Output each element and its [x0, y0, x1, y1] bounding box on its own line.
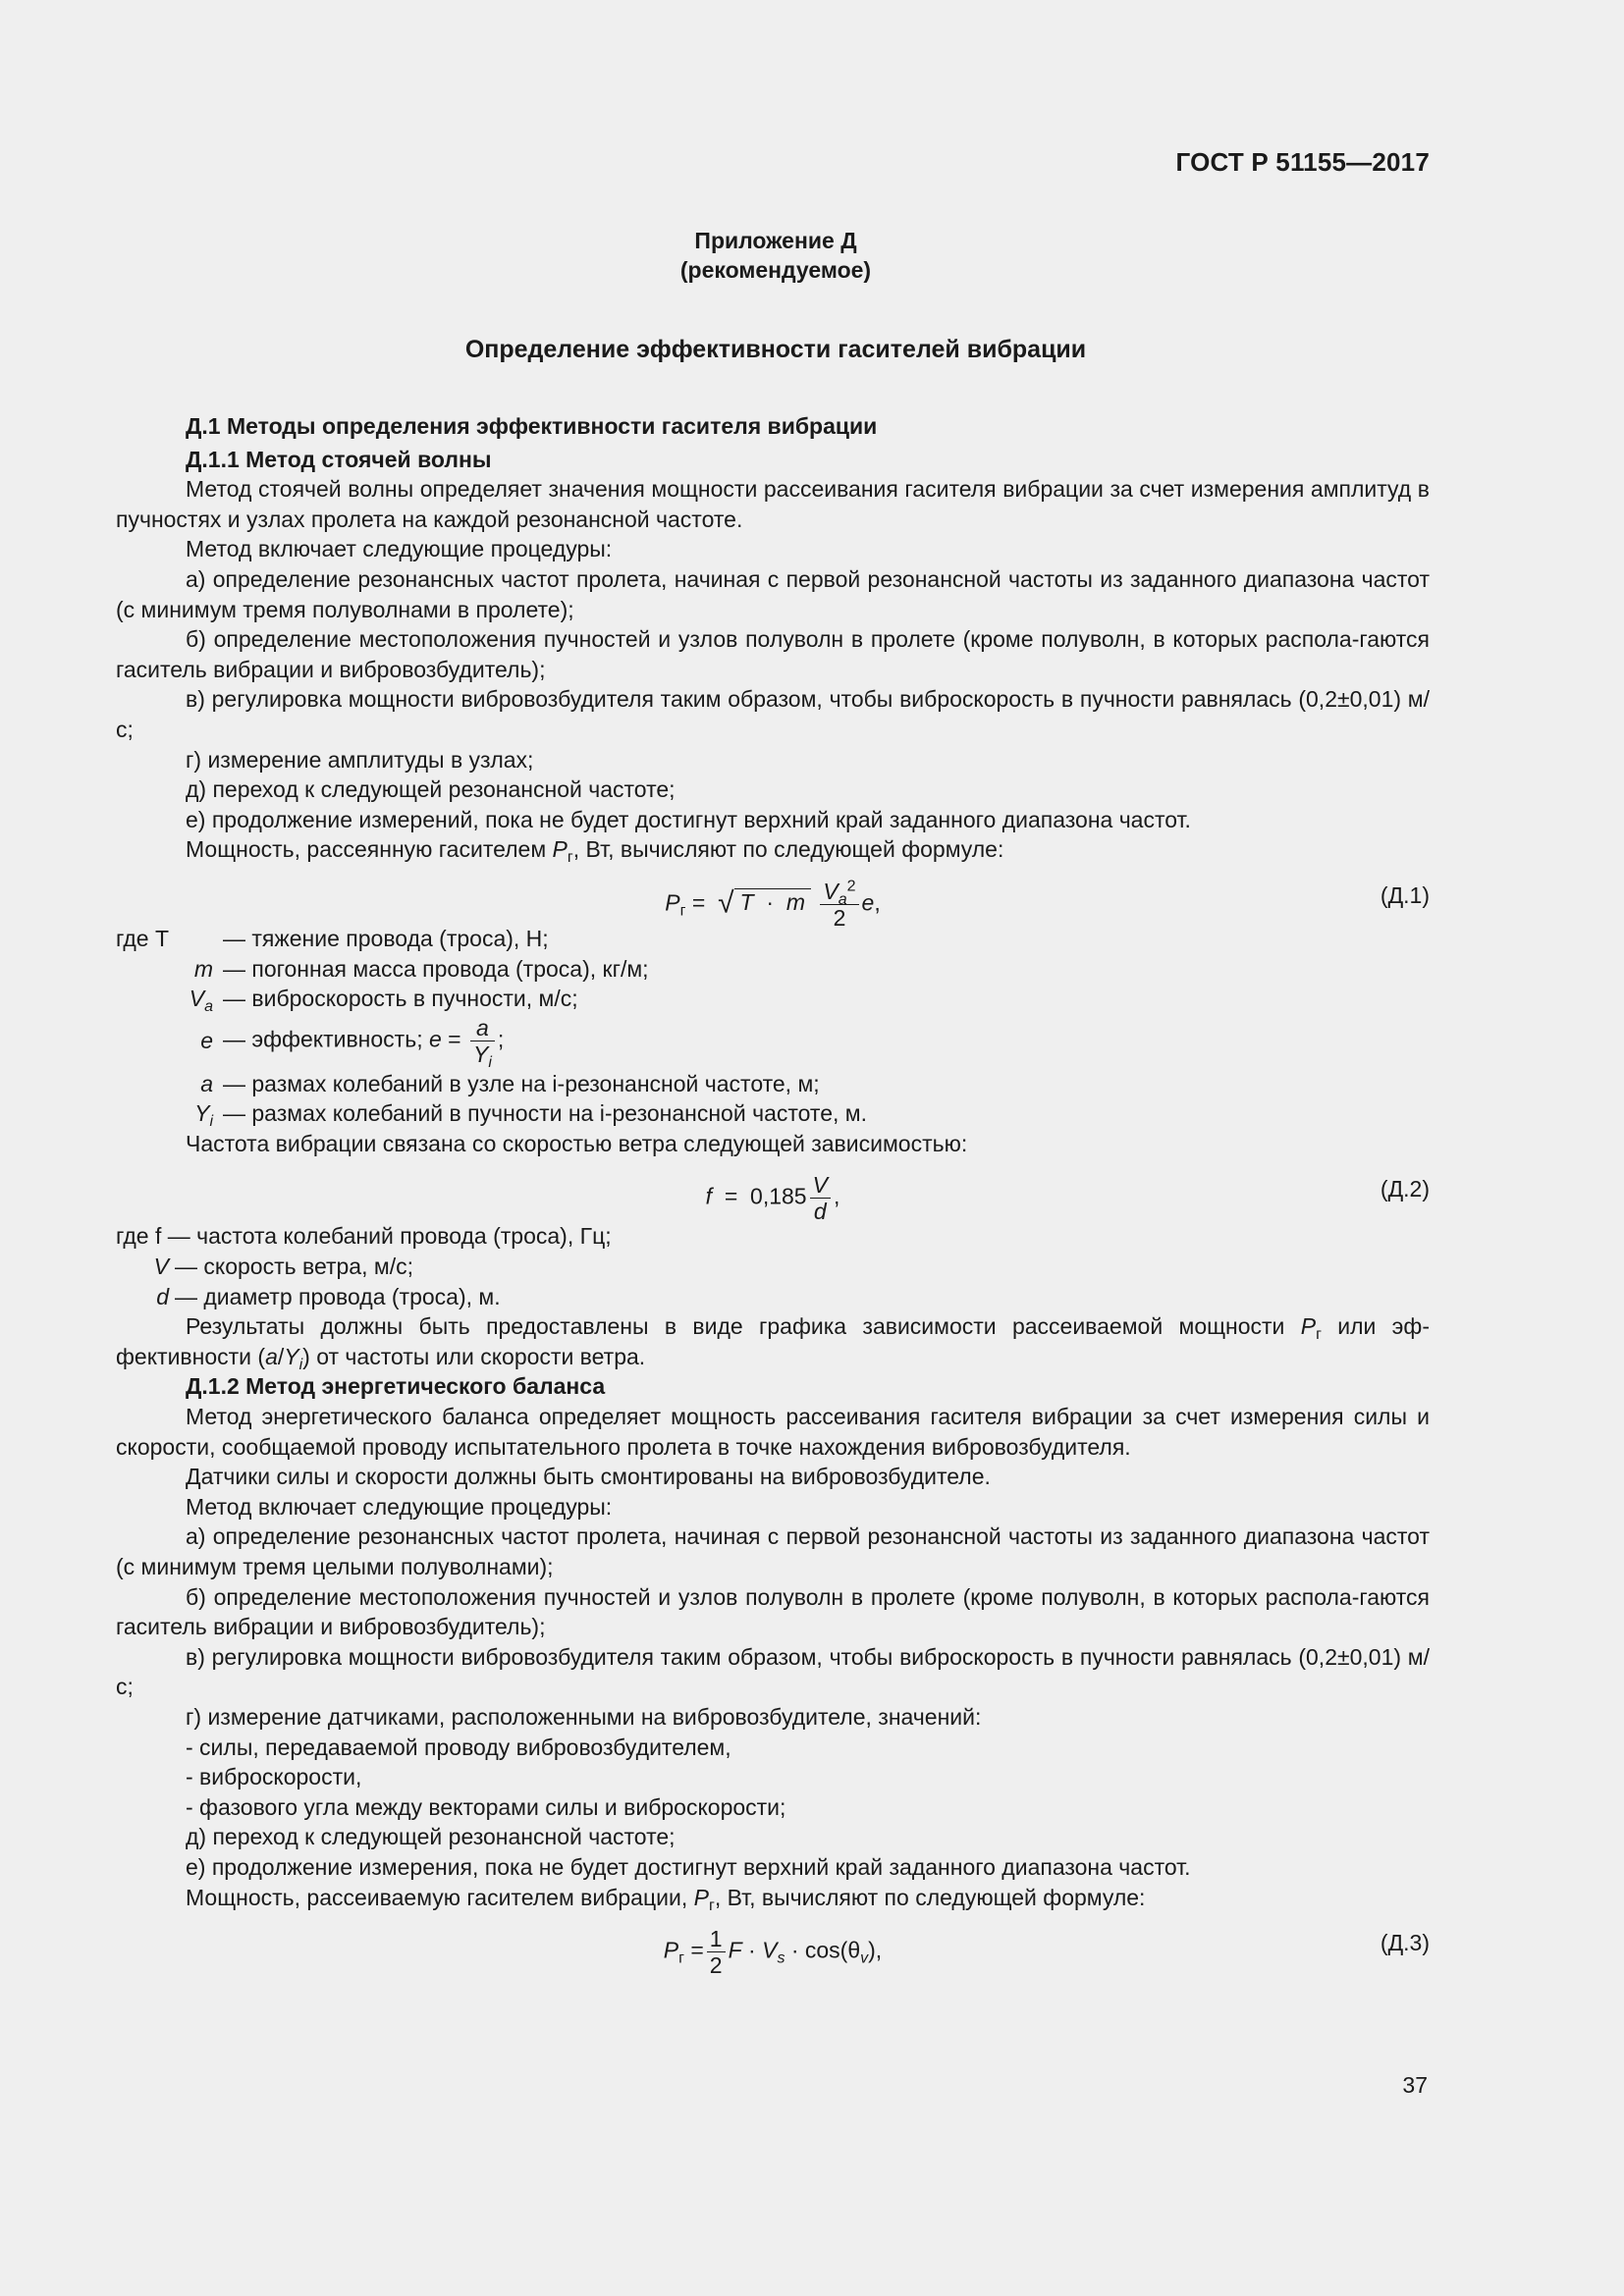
- definition-text: — эффективность;: [223, 1026, 423, 1052]
- list-item: д) переход к следующей резонансной частоте;: [186, 1824, 676, 1850]
- standard-code: ГОСТ Р 51155—2017: [1175, 147, 1430, 177]
- definition-text: — размах колебаний в узле на i-резонансной частоте, м;: [223, 1070, 820, 1096]
- appendix-title: Приложение Д: [694, 228, 857, 253]
- formula: $P_г$ = √ T · m $\frac{V_a^2}{2}$ e,: [665, 878, 881, 931]
- definition-symbol: где f: [116, 1223, 162, 1250]
- definition-symbol: где T: [116, 925, 170, 951]
- equation-number: (Д.2): [1380, 1176, 1430, 1202]
- definition-symbol: d: [156, 1283, 169, 1309]
- list-item: г) измерение датчиками, расположенными на вибровозбудителе, значений:: [186, 1703, 982, 1730]
- equation-d3: [116, 1912, 1430, 1979]
- paragraph: Метод включает следующие процедуры:: [186, 1493, 613, 1520]
- list-item: е) продолжение измерения, пока не будет достигнут верхний край заданного диапазона частот.: [186, 1853, 1191, 1880]
- definition-row: [116, 1282, 1430, 1312]
- definition-text: — размах колебаний в пучности на i-резонансной частоте, м.: [223, 1100, 867, 1127]
- paragraph: Результаты должны быть предоставлены в виде графика зависимости рассеиваемой мощности $P_г$ или эф-фективности $(a/Y_i)$ от частоты или скорости ветра.: [116, 1313, 1431, 1373]
- formula: f = 0,185 $\frac{V}{d}$ ,: [705, 1172, 840, 1225]
- definition-text: — скорость ветра, м/с;: [175, 1254, 413, 1280]
- equation-d1: [116, 865, 1430, 931]
- paragraph: Метод включает следующие процедуры:: [186, 536, 613, 562]
- list-item: в) регулировка мощности вибровозбудителя таким образом, чтобы виброскорость в пучности равнялась (0,2±0,01) м/с;: [116, 1643, 1430, 1700]
- definition-text: — частота колебаний провода (троса), Гц;: [167, 1223, 612, 1250]
- definition-text: — диаметр провода (троса), м.: [175, 1283, 501, 1309]
- definition-symbol: m: [193, 955, 213, 982]
- definition-symbol: V: [153, 1254, 169, 1280]
- list-item: а) определение резонансных частот пролета, начиная с первой резонансной частоты из заданного диапазона частот (с минимум тремя целыми полуволнами);: [116, 1523, 1430, 1579]
- paragraph: Частота вибрации связана со скоростью ветра следующей зависимостью:: [186, 1130, 968, 1156]
- paragraph: Метод энергетического баланса определяет мощность рассеивания гасителя вибрации за счет измерения силы и скорости, сообщаемой проводу испытательного пролета в точке нахождения вибровозбудителя.: [116, 1404, 1430, 1460]
- definition-text: — тяжение провода (троса), Н;: [223, 925, 549, 951]
- definition-row: e — эффективность; e = $\frac{a}{Y_i}$ ;: [200, 1015, 505, 1072]
- list-item: а) определение резонансных частот пролета, начиная с первой резонансной частоты из заданного диапазона частот (с минимум тремя полуволнами в пролете);: [116, 565, 1430, 622]
- equation-number: (Д.3): [1380, 1930, 1430, 1956]
- list-item: в) регулировка мощности вибровозбудителя таким образом, чтобы виброскорость в пучности равнялась (0,2±0,01) м/с;: [116, 686, 1430, 742]
- list-item: г) измерение амплитуды в узлах;: [186, 746, 534, 773]
- section-d12-heading: Д.1.2 Метод энергетического баланса: [186, 1373, 606, 1400]
- list-item: - фазового угла между векторами силы и виброскорости;: [186, 1793, 786, 1820]
- page-number: 37: [1402, 2072, 1428, 2098]
- paragraph: Мощность, рассеиваемую гасителем вибрации, $P_г$, Вт, вычисляют по следующей формуле:: [186, 1884, 1146, 1914]
- appendix-heading: Определение эффективности гасителей вибрации: [464, 336, 1087, 363]
- document-body: [116, 411, 1431, 1979]
- list-item: е) продолжение измерений, пока не будет достигнут верхний край заданного диапазона частот.: [186, 806, 1191, 832]
- paragraph: Мощность, рассеянную гасителем $P_г$, Вт, вычисляют по следующей формуле:: [186, 836, 1004, 867]
- list-item: - силы, передаваемой проводу вибровозбудителем,: [186, 1734, 731, 1760]
- section-d1-heading: Д.1 Методы определения эффективности гасителя вибрации: [186, 413, 878, 439]
- equation-d2: [116, 1158, 1430, 1225]
- equation-number: (Д.1): [1380, 881, 1430, 908]
- definition-symbol: e: [200, 1028, 213, 1054]
- definition-row: [116, 1098, 1430, 1129]
- section-d11-heading: Д.1.1 Метод стоячей волны: [186, 446, 492, 472]
- definition-row: [116, 1221, 1430, 1252]
- definition-symbol: a: [200, 1070, 213, 1096]
- list-item: - виброскорости,: [186, 1764, 362, 1790]
- list-item: б) определение местоположения пучностей и узлов полуволн в пролете (кроме полуволн, в которых распола-гаются гаситель вибрации и вибровозбудитель);: [116, 626, 1430, 682]
- definition-symbol: $V_a$: [189, 986, 213, 1016]
- definition-text: — погонная масса провода (троса), кг/м;: [223, 955, 649, 982]
- formula: $P_г$ = $\frac{1}{2}$ $F \cdot V_s \cdot \cos(\theta_v)$,: [663, 1926, 883, 1979]
- paragraph: Метод стоячей волны определяет значения мощности рассеивания гасителя вибрации за счет измерения амплитуд в пучностях и узлах пролета на каждой резонансной частоте.: [116, 476, 1430, 532]
- definition-row: [116, 1069, 1430, 1099]
- list-item: б) определение местоположения пучностей и узлов полуволн в пролете (кроме полуволн, в которых распола-гаются гаситель вибрации и вибровозбудитель);: [116, 1583, 1430, 1640]
- list-item: д) переход к следующей резонансной частоте;: [186, 776, 676, 803]
- appendix-subtitle: (рекомендуемое): [679, 257, 872, 283]
- paragraph: Датчики силы и скорости должны быть смонтированы на вибровозбудителе.: [186, 1464, 991, 1490]
- definition-symbol: $Y_i$: [194, 1100, 213, 1131]
- definition-row: [116, 984, 1430, 1014]
- definition-row: [116, 1252, 1430, 1282]
- definition-text: — виброскорость в пучности, м/с;: [223, 986, 578, 1012]
- definition-row: [116, 954, 1430, 985]
